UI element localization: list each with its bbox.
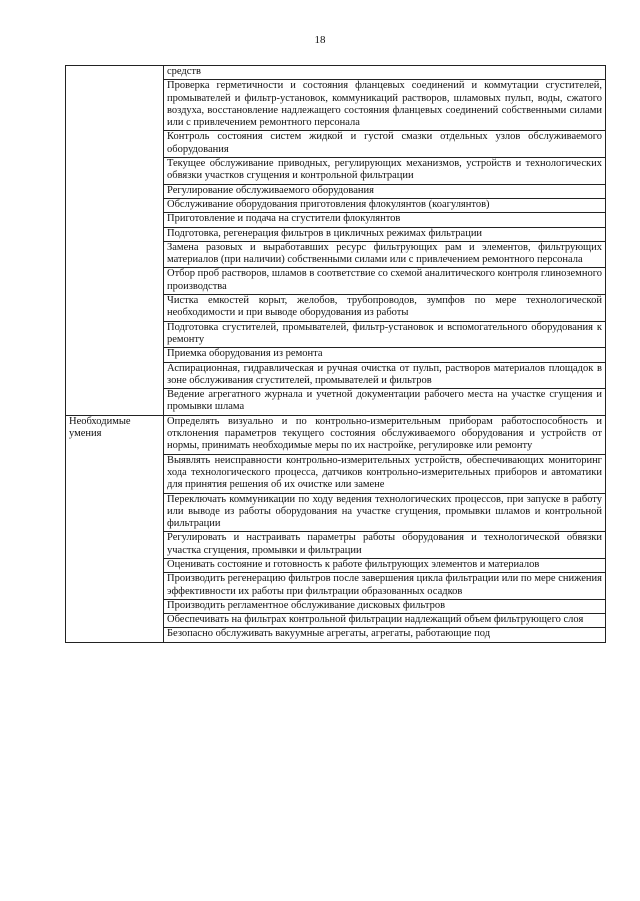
table-cell: Отбор проб растворов, шламов в соответствие со схемой аналитического контроля глиноземного производства (164, 268, 606, 295)
table-cell: Производить регламентное обслуживание дисковых фильтров (164, 599, 606, 613)
table-cell: Аспирационная, гидравлическая и ручная очистка от пульп, растворов материалов площадок в зоне обслуживания сгустителей, промывателей и фильтров (164, 362, 606, 389)
table-cell: Производить регенерацию фильтров после завершения цикла фильтрации или по мере снижения эффективности их работы при фильтрации образованных осадков (164, 573, 606, 600)
table-cell: Обслуживание оборудования приготовления флокулянтов (коагулянтов) (164, 198, 606, 212)
table-cell: Ведение агрегатного журнала и учетной документации рабочего места на участке сгущения и промывки шлама (164, 389, 606, 416)
section-label: Необходимые умения (66, 415, 164, 642)
table-cell: средств (164, 66, 606, 80)
table-cell: Выявлять неисправности контрольно-измерительных устройств, обеспечивающих мониторинг хода технологического процесса, датчиков контрольно-измерительных приборов и автоматики для принятия решения об их очистке или замене (164, 454, 606, 493)
table-cell: Регулировать и настраивать параметры работы оборудования и технологической обвязки участка сгущения, промывки и фильтрации (164, 532, 606, 559)
table-cell: Текущее обслуживание приводных, регулирующих механизмов, устройств и технологических обвязки участков сгущения и контрольной фильтрации (164, 158, 606, 185)
section-label (66, 66, 164, 416)
table-cell: Подготовка сгустителей, промывателей, фильтр-установок и вспомогательного оборудования к ремонту (164, 321, 606, 348)
table-cell: Регулирование обслуживаемого оборудования (164, 184, 606, 198)
table-cell: Определять визуально и по контрольно-измерительным приборам работоспособность и отклонения параметров текущего состояния обслуживаемого оборудования и устройств от нормы, принимать необходимые меры по их настройке, регулировке или ремонту (164, 415, 606, 454)
table-cell: Приемка оборудования из ремонта (164, 348, 606, 362)
table-row (66, 415, 606, 454)
table-cell: Чистка емкостей корыт, желобов, трубопроводов, зумпфов по мере технологической необходимости и при выводе оборудования из работы (164, 295, 606, 322)
table-cell: Переключать коммуникации по ходу ведения технологических процессов, при запуске в работу или выводе из работы оборудования на участке сгущения, промывки шламов и контрольной фильтрации (164, 493, 606, 532)
table-cell: Безопасно обслуживать вакуумные агрегаты, агрегаты, работающие под (164, 628, 606, 642)
table-cell: Подготовка, регенерация фильтров в цикличных режимах фильтрации (164, 227, 606, 241)
table-cell: Контроль состояния систем жидкой и густой смазки отдельных узлов обслуживаемого оборудования (164, 131, 606, 158)
table-cell: Замена разовых и выработавших ресурс фильтрующих рам и элементов, фильтрующих материалов (при наличии) собственными силами или с привлечением ремонтного персонала (164, 241, 606, 268)
table-cell: Оценивать состояние и готовность к работе фильтрующих элементов и материалов (164, 558, 606, 572)
table-cell: Проверка герметичности и состояния фланцевых соединений и коммутации сгустителей, промывателей и фильтр-установок, коммуникаций растворов, шламовых пульп, воды, сжатого воздуха, восстановление надлежащего состояния фланцевых соединений собственными силами или с привлечением ремонтного персонала (164, 80, 606, 131)
page-number: 18 (314, 34, 326, 46)
table-cell: Обеспечивать на фильтрах контрольной фильтрации надлежащий объем фильтрующего слоя (164, 614, 606, 628)
skills-table (65, 65, 606, 643)
table-row (66, 66, 606, 80)
table-cell: Приготовление и подача на сгустители флокулянтов (164, 213, 606, 227)
